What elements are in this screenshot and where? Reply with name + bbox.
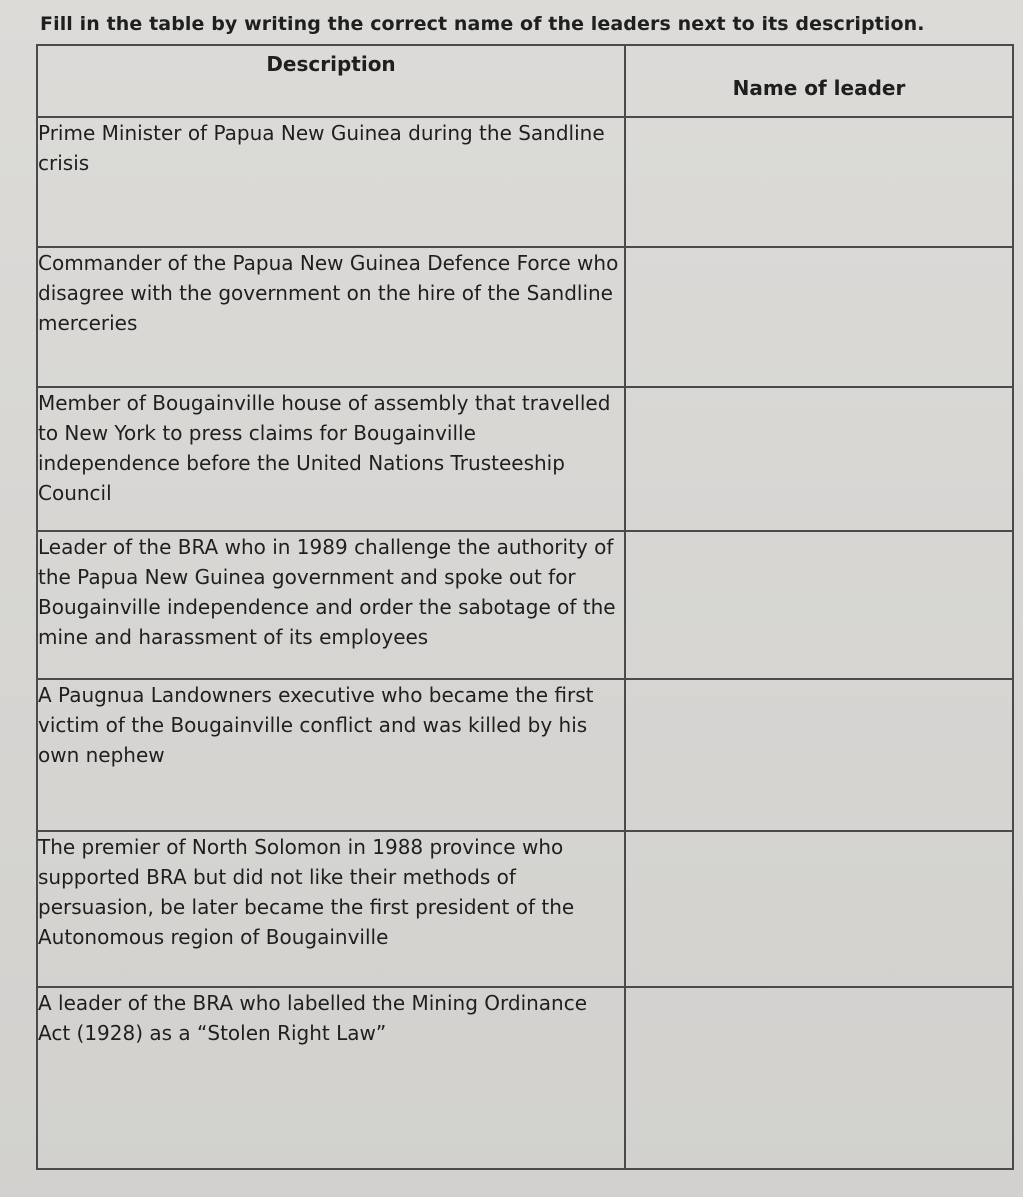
- table-header-row: [37, 45, 1013, 117]
- leader-name-cell[interactable]: [625, 117, 1013, 247]
- leader-name-cell[interactable]: [625, 679, 1013, 831]
- description-cell: Prime Minister of Papua New Guinea during the Sandline crisis: [37, 117, 625, 247]
- description-header: Description: [37, 45, 625, 117]
- description-cell: Commander of the Papua New Guinea Defence Force who disagree with the government on the hire of the Sandline merceries: [37, 247, 625, 387]
- table-row: [37, 387, 1013, 531]
- description-cell: The premier of North Solomon in 1988 province who supported BRA but did not like their methods of persuasion, be later became the first president of the Autonomous region of Bougainville: [37, 831, 625, 987]
- description-cell: A Paugnua Landowners executive who became the first victim of the Bougainville conflict and was killed by his own nephew: [37, 679, 625, 831]
- instruction-text: Fill in the table by writing the correct name of the leaders next to its description.: [40, 13, 925, 35]
- leader-name-cell[interactable]: [625, 531, 1013, 679]
- description-cell: Member of Bougainville house of assembly that travelled to New York to press claims for Bougainville independence before the United Nations Trusteeship Council: [37, 387, 625, 531]
- description-cell: A leader of the BRA who labelled the Mining Ordinance Act (1928) as a “Stolen Right Law”: [37, 987, 625, 1169]
- name-of-leader-header: Name of leader: [625, 45, 1013, 117]
- leader-name-cell[interactable]: [625, 387, 1013, 531]
- leaders-table: [36, 44, 1014, 1170]
- leader-name-cell[interactable]: [625, 831, 1013, 987]
- table-row: [37, 117, 1013, 247]
- table-row: [37, 247, 1013, 387]
- leader-name-cell[interactable]: [625, 247, 1013, 387]
- table-row: [37, 679, 1013, 831]
- description-cell: Leader of the BRA who in 1989 challenge the authority of the Papua New Guinea government and spoke out for Bougainville independence and order the sabotage of the mine and harassment of its employees: [37, 531, 625, 679]
- table-row: [37, 531, 1013, 679]
- table-row: [37, 831, 1013, 987]
- table-row: [37, 987, 1013, 1169]
- leader-name-cell[interactable]: [625, 987, 1013, 1169]
